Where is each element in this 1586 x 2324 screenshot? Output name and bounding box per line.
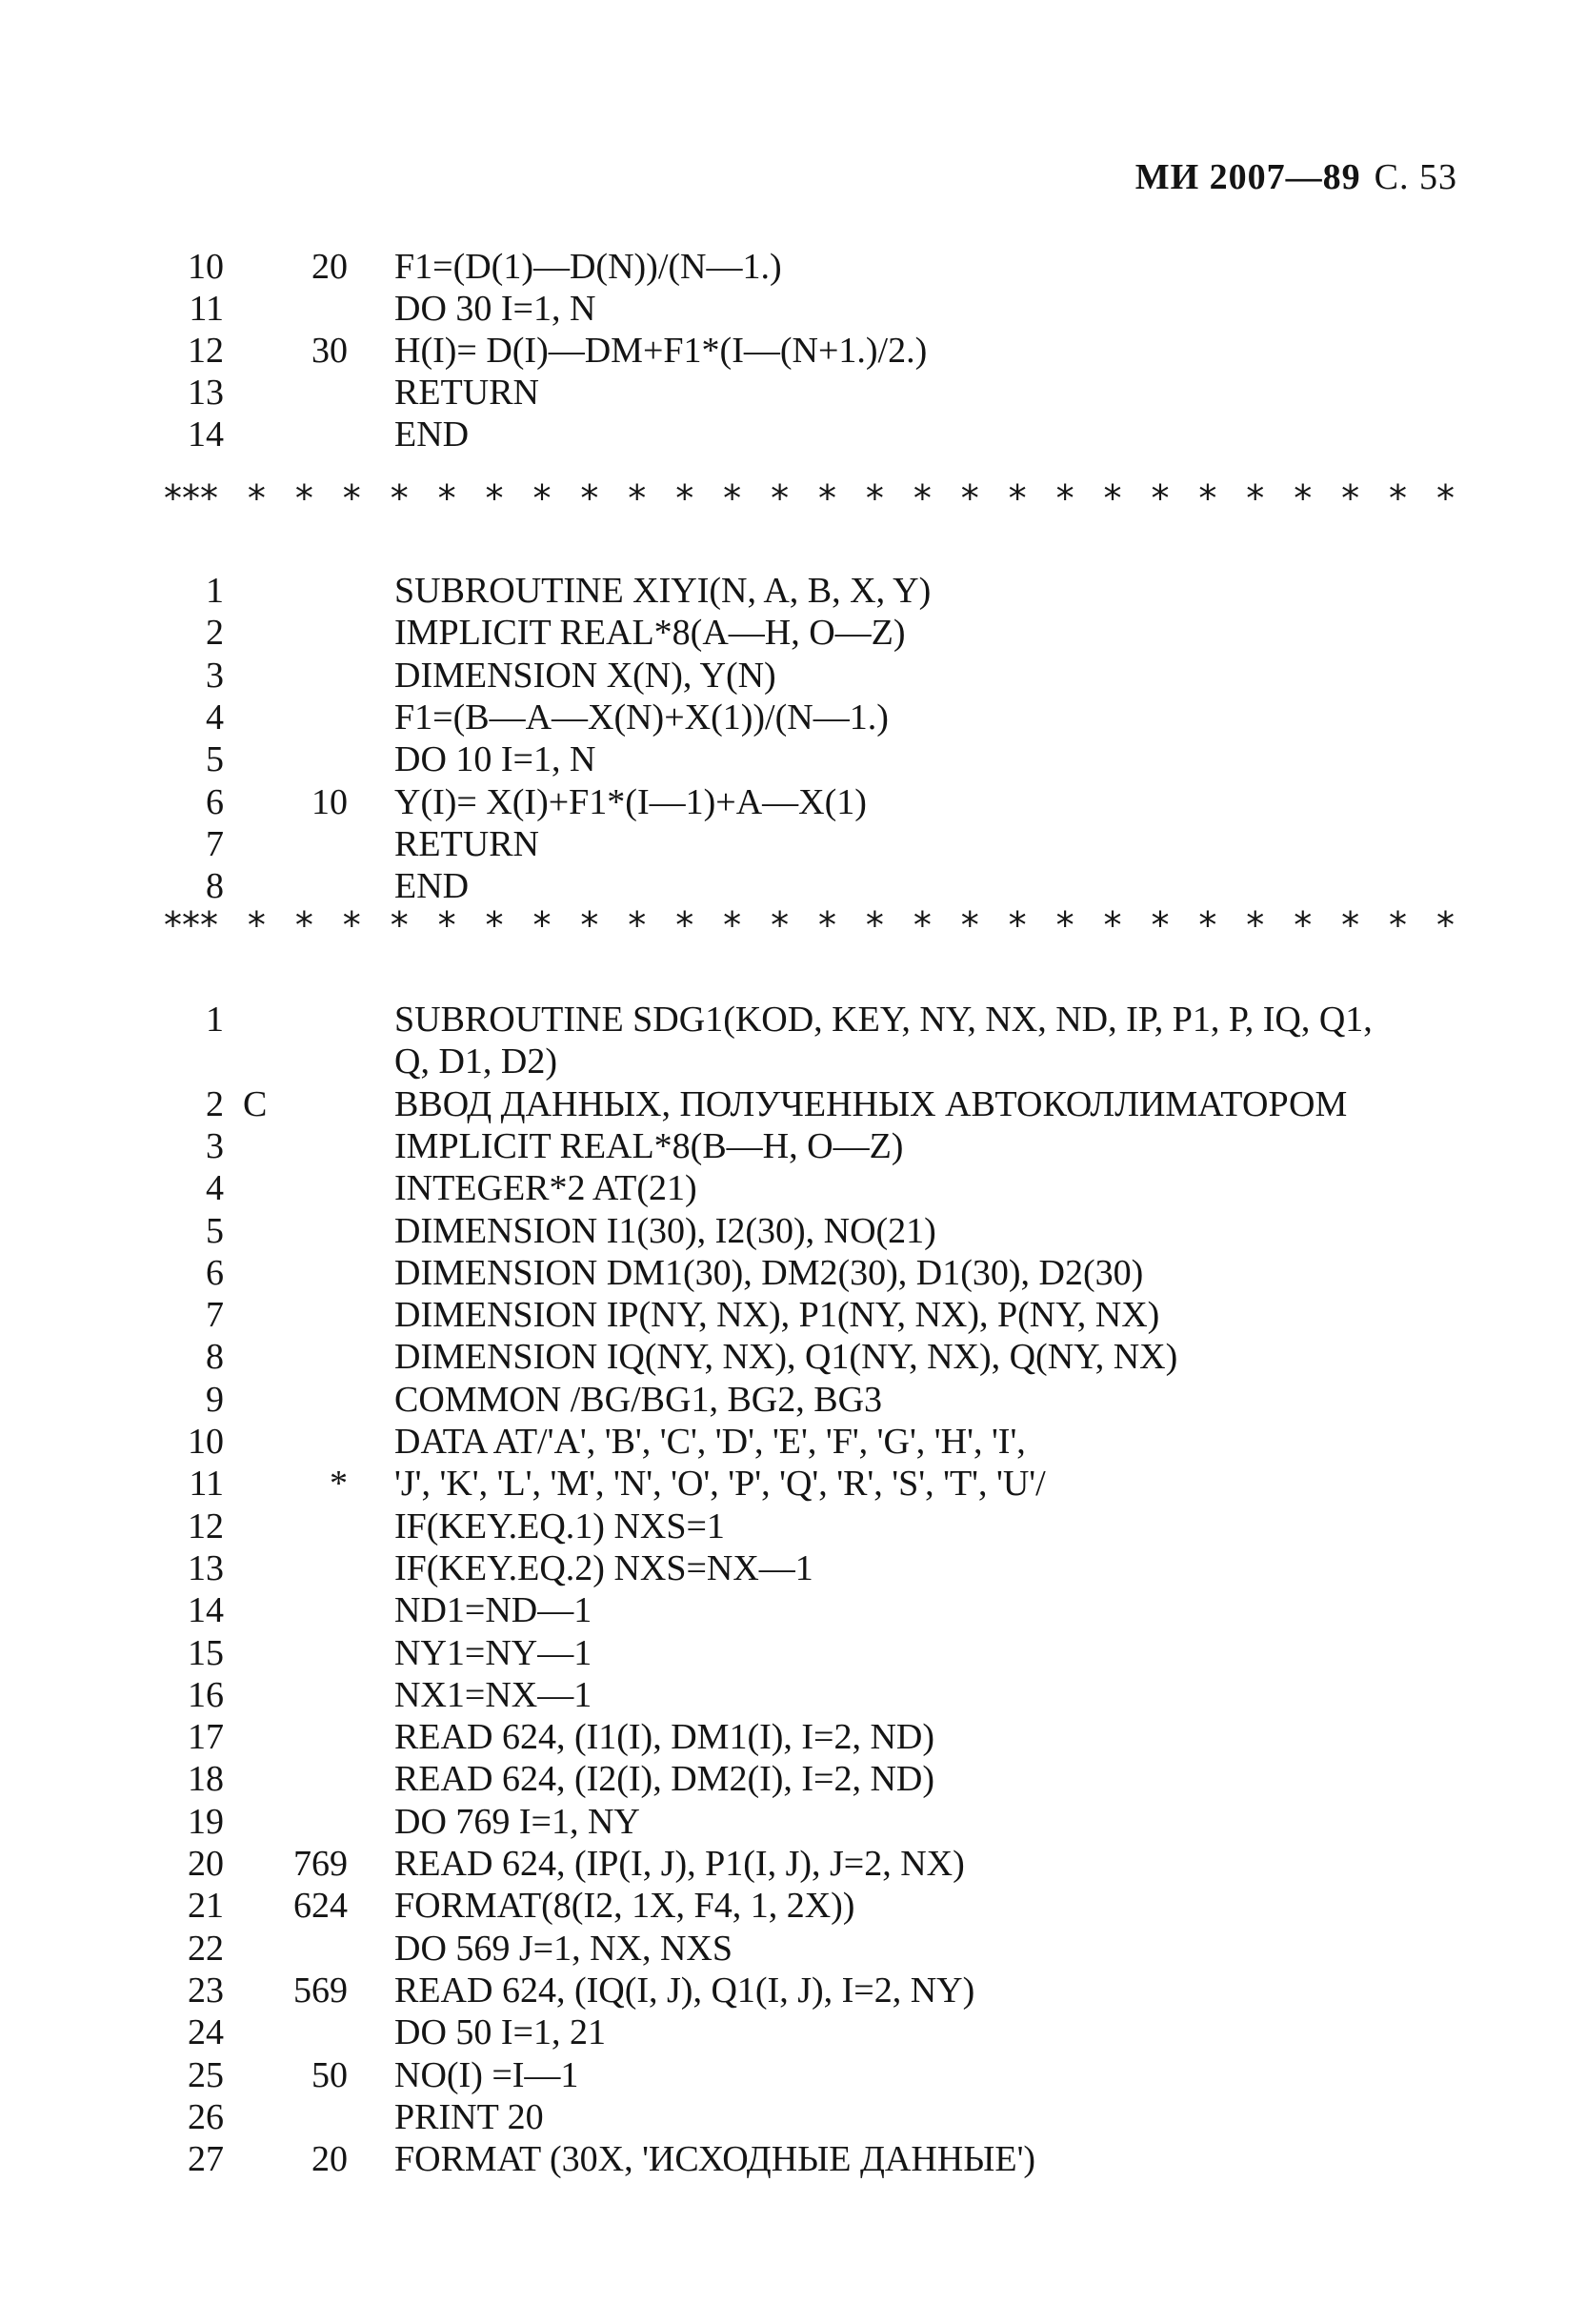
line-number: 5 bbox=[206, 1210, 224, 1251]
code-line bbox=[0, 414, 1586, 455]
code-line bbox=[0, 1463, 1586, 1505]
code-text: READ 624, (IP(I, J), P1(I, J), J=2, NX) bbox=[394, 1844, 965, 1884]
code-line bbox=[0, 288, 1586, 330]
code-text: DO 30 I=1, N bbox=[394, 289, 596, 329]
code-text: DIMENSION IP(NY, NX), P1(NY, NX), P(NY, NX) bbox=[394, 1295, 1160, 1336]
code-line bbox=[0, 781, 1586, 823]
code-text: SUBROUTINE SDG1(KOD, KEY, NY, NX, ND, IP, P1, P, IQ, Q1, bbox=[394, 1000, 1373, 1040]
code-text: DO 10 I=1, N bbox=[394, 739, 596, 780]
line-number: 21 bbox=[188, 1886, 224, 1927]
statement-label: * bbox=[330, 1464, 348, 1505]
code-text: RETURN bbox=[394, 373, 539, 413]
statement-label: 50 bbox=[311, 2054, 348, 2095]
document-number: МИ 2007—89 bbox=[1134, 157, 1361, 197]
line-number: 3 bbox=[206, 1125, 224, 1166]
code-text: H(I)= D(I)—DM+F1*(I—(N+1.)/2.) bbox=[394, 331, 928, 371]
code-text: INTEGER*2 AT(21) bbox=[394, 1168, 697, 1209]
code-text: SUBROUTINE XIYI(N, A, B, X, Y) bbox=[394, 571, 932, 611]
code-text: READ 624, (IQ(I, J), Q1(I, J), I=2, NY) bbox=[394, 1970, 975, 2011]
line-number: 2 bbox=[206, 1083, 224, 1124]
code-text: PRINT 20 bbox=[394, 2096, 544, 2137]
code-text: DO 569 J=1, NX, NXS bbox=[394, 1928, 733, 1969]
code-text: DIMENSION X(N), Y(N) bbox=[394, 655, 776, 696]
line-number: 20 bbox=[188, 1844, 224, 1884]
code-line bbox=[0, 697, 1586, 738]
code-text: END bbox=[394, 866, 470, 907]
statement-label: 569 bbox=[293, 1970, 348, 2011]
code-text: READ 624, (I1(I), DM1(I), I=2, ND) bbox=[394, 1717, 935, 1758]
code-text: FORMAT (30X, 'ИСХОДНЫЕ ДАННЫЕ') bbox=[394, 2139, 1036, 2180]
code-text: NX1=NX—1 bbox=[394, 1674, 592, 1715]
statement-label: 624 bbox=[293, 1886, 348, 1927]
code-line bbox=[0, 1885, 1586, 1927]
code-line bbox=[0, 1041, 1586, 1082]
code-line bbox=[0, 1167, 1586, 1209]
code-line bbox=[0, 2138, 1586, 2180]
line-number: 6 bbox=[206, 781, 224, 822]
code-line bbox=[0, 1589, 1586, 1631]
line-number: 3 bbox=[206, 655, 224, 696]
line-number: 23 bbox=[188, 1970, 224, 2011]
line-number: 11 bbox=[189, 1464, 224, 1505]
code-text: DATA AT/'A', 'B', 'C', 'D', 'E', 'F', 'G', 'H', 'I', bbox=[394, 1422, 1026, 1462]
line-number: 11 bbox=[189, 289, 224, 329]
code-line bbox=[0, 999, 1586, 1041]
line-number: 12 bbox=[188, 1506, 224, 1546]
code-text: DO 769 I=1, NY bbox=[394, 1801, 640, 1842]
code-line bbox=[0, 1252, 1586, 1294]
code-line bbox=[0, 655, 1586, 697]
code-text: DO 50 I=1, 21 bbox=[394, 2012, 606, 2053]
code-text: FORMAT(8(I2, 1X, F4, 1, 2X)) bbox=[394, 1886, 855, 1927]
code-line bbox=[0, 823, 1586, 865]
line-number: 8 bbox=[206, 1337, 224, 1378]
code-text: 'J', 'K', 'L', 'M', 'N', 'O', 'P', 'Q', 'R', 'S', 'T', 'U'/ bbox=[394, 1464, 1046, 1505]
line-number: 25 bbox=[188, 2054, 224, 2095]
code-text: Y(I)= X(I)+F1*(I—1)+A—X(1) bbox=[394, 781, 867, 822]
code-line bbox=[0, 1083, 1586, 1125]
code-line bbox=[0, 1928, 1586, 1970]
statement-label: 769 bbox=[293, 1844, 348, 1884]
code-line bbox=[0, 1758, 1586, 1800]
code-text: END bbox=[394, 414, 470, 455]
code-text: ВВОД ДАННЫХ, ПОЛУЧЕННЫХ АВТОКОЛЛИМАТОРОМ bbox=[394, 1083, 1348, 1124]
code-line bbox=[0, 246, 1586, 288]
separator-stars: *** * * * * * * * * * * * * * * * * * * * * * * * * * * bbox=[164, 479, 1455, 517]
line-number: 12 bbox=[188, 331, 224, 371]
code-text: DIMENSION IQ(NY, NX), Q1(NY, NX), Q(NY, NX) bbox=[394, 1337, 1178, 1378]
code-line bbox=[0, 1632, 1586, 1674]
code-line bbox=[0, 1379, 1586, 1421]
code-line bbox=[0, 1506, 1586, 1547]
code-line bbox=[0, 1970, 1586, 2011]
line-number: 1 bbox=[206, 571, 224, 611]
page-number: С. 53 bbox=[1374, 157, 1457, 197]
line-number: 6 bbox=[206, 1252, 224, 1293]
line-number: 13 bbox=[188, 1547, 224, 1588]
code-text: READ 624, (I2(I), DM2(I), I=2, ND) bbox=[394, 1759, 935, 1800]
code-line bbox=[0, 372, 1586, 414]
line-number: 8 bbox=[206, 866, 224, 907]
line-number: 18 bbox=[188, 1759, 224, 1800]
code-line bbox=[0, 1801, 1586, 1843]
code-line bbox=[0, 2096, 1586, 2138]
code-text: COMMON /BG/BG1, BG2, BG3 bbox=[394, 1379, 883, 1420]
statement-label: 20 bbox=[311, 247, 348, 287]
code-text: IF(KEY.EQ.2) NXS=NX—1 bbox=[394, 1547, 813, 1588]
code-text: IF(KEY.EQ.1) NXS=1 bbox=[394, 1506, 725, 1546]
line-number: 4 bbox=[206, 697, 224, 738]
line-number: 26 bbox=[188, 2096, 224, 2137]
code-text: ND1=ND—1 bbox=[394, 1590, 592, 1631]
line-number: 14 bbox=[188, 414, 224, 455]
code-line bbox=[0, 1674, 1586, 1716]
line-number: 19 bbox=[188, 1801, 224, 1842]
code-line bbox=[0, 1125, 1586, 1167]
code-text: IMPLICIT REAL*8(B—H, O—Z) bbox=[394, 1125, 904, 1166]
statement-label: 30 bbox=[311, 331, 348, 371]
code-line bbox=[0, 738, 1586, 780]
statement-label: C bbox=[243, 1083, 268, 1124]
code-line bbox=[0, 570, 1586, 612]
line-number: 24 bbox=[188, 2012, 224, 2053]
line-number: 15 bbox=[188, 1632, 224, 1673]
line-number: 1 bbox=[206, 1000, 224, 1040]
code-text: F1=(B—A—X(N)+X(1))/(N—1.) bbox=[394, 697, 889, 738]
code-line bbox=[0, 1421, 1586, 1463]
line-number: 7 bbox=[206, 1295, 224, 1336]
code-text: RETURN bbox=[394, 823, 539, 864]
line-number: 9 bbox=[206, 1379, 224, 1420]
code-line bbox=[0, 330, 1586, 372]
line-number: 4 bbox=[206, 1168, 224, 1209]
line-number: 2 bbox=[206, 613, 224, 654]
code-line bbox=[0, 1336, 1586, 1378]
code-line bbox=[0, 2011, 1586, 2053]
code-line bbox=[0, 865, 1586, 907]
line-number: 16 bbox=[188, 1674, 224, 1715]
line-number: 13 bbox=[188, 373, 224, 413]
code-line bbox=[0, 1547, 1586, 1589]
code-text: F1=(D(1)—D(N))/(N—1.) bbox=[394, 247, 782, 287]
statement-label: 10 bbox=[311, 781, 348, 822]
code-text: NO(I) =I—1 bbox=[394, 2054, 579, 2095]
line-number: 5 bbox=[206, 739, 224, 780]
code-text: IMPLICIT REAL*8(A—H, O—Z) bbox=[394, 613, 906, 654]
statement-label: 20 bbox=[311, 2139, 348, 2180]
code-line bbox=[0, 2054, 1586, 2096]
page-header bbox=[1135, 156, 1457, 198]
code-text: DIMENSION DM1(30), DM2(30), D1(30), D2(30) bbox=[394, 1252, 1144, 1293]
line-number: 10 bbox=[188, 247, 224, 287]
code-text: DIMENSION I1(30), I2(30), NO(21) bbox=[394, 1210, 936, 1251]
line-number: 10 bbox=[188, 1422, 224, 1462]
code-text: NY1=NY—1 bbox=[394, 1632, 592, 1673]
separator-stars: *** * * * * * * * * * * * * * * * * * * * * * * * * * * bbox=[164, 906, 1455, 944]
line-number: 27 bbox=[188, 2139, 224, 2180]
code-line bbox=[0, 1716, 1586, 1758]
code-line bbox=[0, 612, 1586, 654]
line-number: 17 bbox=[188, 1717, 224, 1758]
code-text: Q, D1, D2) bbox=[394, 1041, 557, 1082]
code-line bbox=[0, 1294, 1586, 1336]
line-number: 14 bbox=[188, 1590, 224, 1631]
line-number: 7 bbox=[206, 823, 224, 864]
code-line bbox=[0, 1843, 1586, 1885]
code-line bbox=[0, 1210, 1586, 1252]
line-number: 22 bbox=[188, 1928, 224, 1969]
